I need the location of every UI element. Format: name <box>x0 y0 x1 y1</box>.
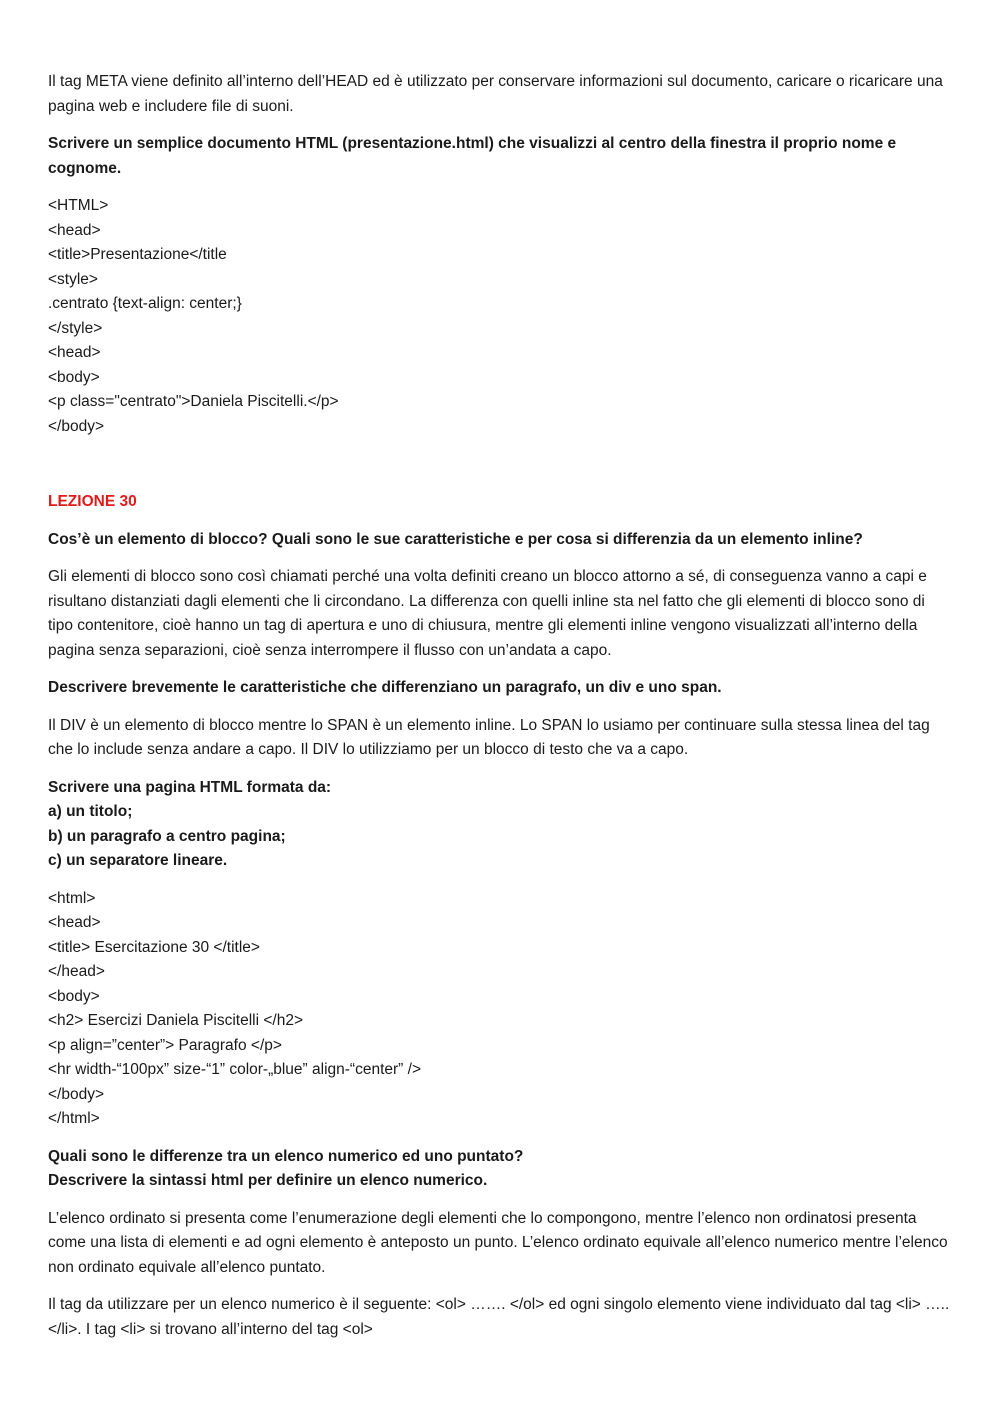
question-block-elements: Cos’è un elemento di blocco? Quali sono le sue caratteristiche e per cosa si differenzia da un elemento inline? <box>48 530 863 548</box>
code-line: <p align=”center”> Paragrafo </p> <box>48 1036 282 1054</box>
question-line: a) un titolo; <box>48 803 133 820</box>
code-line: </body> <box>48 1085 105 1103</box>
paragraph-ol-tag: Il tag da utilizzare per un elenco numerico è il seguente: <ol> ……. </ol> ed ogni singolo elemento viene individuato dal tag <li> ….. </li>. I tag <li> si trovano all’interno del tag <ol> <box>48 1296 950 1338</box>
code-line: <hr width-“100px” size-“1” color-„blue” align-“center” /> <box>48 1061 421 1078</box>
question-line: Quali sono le differenze tra un elenco numerico ed uno puntato? <box>48 1147 524 1165</box>
document-page <box>48 70 953 1355</box>
paragraph-meta-tag: Il tag META viene definito all’interno dell’HEAD ed è utilizzato per conservare informazioni sul documento, caricare o ricaricare una pagina web e includere file di suoni. <box>48 73 943 115</box>
code-line: <p class="centrato">Daniela Piscitelli.</p> <box>48 393 339 410</box>
code-line: <html> <box>48 889 96 907</box>
code-line: </head> <box>48 963 105 980</box>
paragraph-lists: L’elenco ordinato si presenta come l’enumerazione degli elementi che lo compongono, mentre l’elenco non ordinatosi presenta come una lista di elementi e ad ogni elemento è anteposto un punto. L’elenco ordinato equivale all’elenco numerico mentre l’elenco non ordinato equivale all’elenco puntato. <box>48 1209 948 1276</box>
code-line: <style> <box>48 270 98 288</box>
code-line: </html> <box>48 1110 100 1127</box>
paragraph-block-elements: Gli elementi di blocco sono così chiamati perché una volta definiti creano un blocco attorno a sé, di conseguenza vanno a capi e risultano distanziati dagli elementi che li circondano. La differenza con quelli inline sta nel fatto che gli elementi di blocco sono di tipo contenitore, cioè hanno un tag di apertura e uno di chiusura, mentre gli elementi inline vengono visualizzati all’interno della pagina senza separazioni, cioè senza interrompere il flusso con un’andata a capo. <box>48 568 927 659</box>
code-line: <title>Presentazione</title <box>48 246 227 263</box>
code-block-esercitazione <box>48 887 953 1132</box>
question-html-page <box>48 776 953 874</box>
question-lists <box>48 1145 953 1194</box>
question-line: Descrivere la sintassi html per definire un elenco numerico. <box>48 1172 488 1189</box>
question-line: b) un paragrafo a centro pagina; <box>48 827 286 845</box>
code-line: </body> <box>48 417 105 435</box>
paragraph-div-span: Il DIV è un elemento di blocco mentre lo SPAN è un elemento inline. Lo SPAN lo usiamo per continuare sulla stessa linea del tag che lo include senza andare a capo. Il DIV lo utilizziamo per un blocco di testo che va a capo. <box>48 716 930 758</box>
code-block-presentazione <box>48 194 953 439</box>
code-line: .centrato {text-align: center;} <box>48 295 242 312</box>
question-line: Scrivere una pagina HTML formata da: <box>48 778 332 796</box>
lesson-heading: LEZIONE 30 <box>48 493 137 510</box>
question-presentazione: Scrivere un semplice documento HTML (presentazione.html) che visualizzi al centro della finestra il proprio nome e cognome. <box>48 135 897 177</box>
code-line: <HTML> <box>48 197 109 214</box>
section-spacer <box>48 452 953 490</box>
question-div-span: Descrivere brevemente le caratteristiche che differenziano un paragrafo, un div e uno span. <box>48 679 722 696</box>
code-line: <h2> Esercizi Daniela Piscitelli </h2> <box>48 1012 304 1029</box>
code-line: <head> <box>48 344 101 361</box>
question-line: c) un separatore lineare. <box>48 852 228 869</box>
code-line: <head> <box>48 914 101 931</box>
code-line: </style> <box>48 319 103 337</box>
code-line: <body> <box>48 987 100 1005</box>
code-line: <head> <box>48 221 101 239</box>
code-line: <title> Esercitazione 30 </title> <box>48 938 260 956</box>
code-line: <body> <box>48 368 100 386</box>
